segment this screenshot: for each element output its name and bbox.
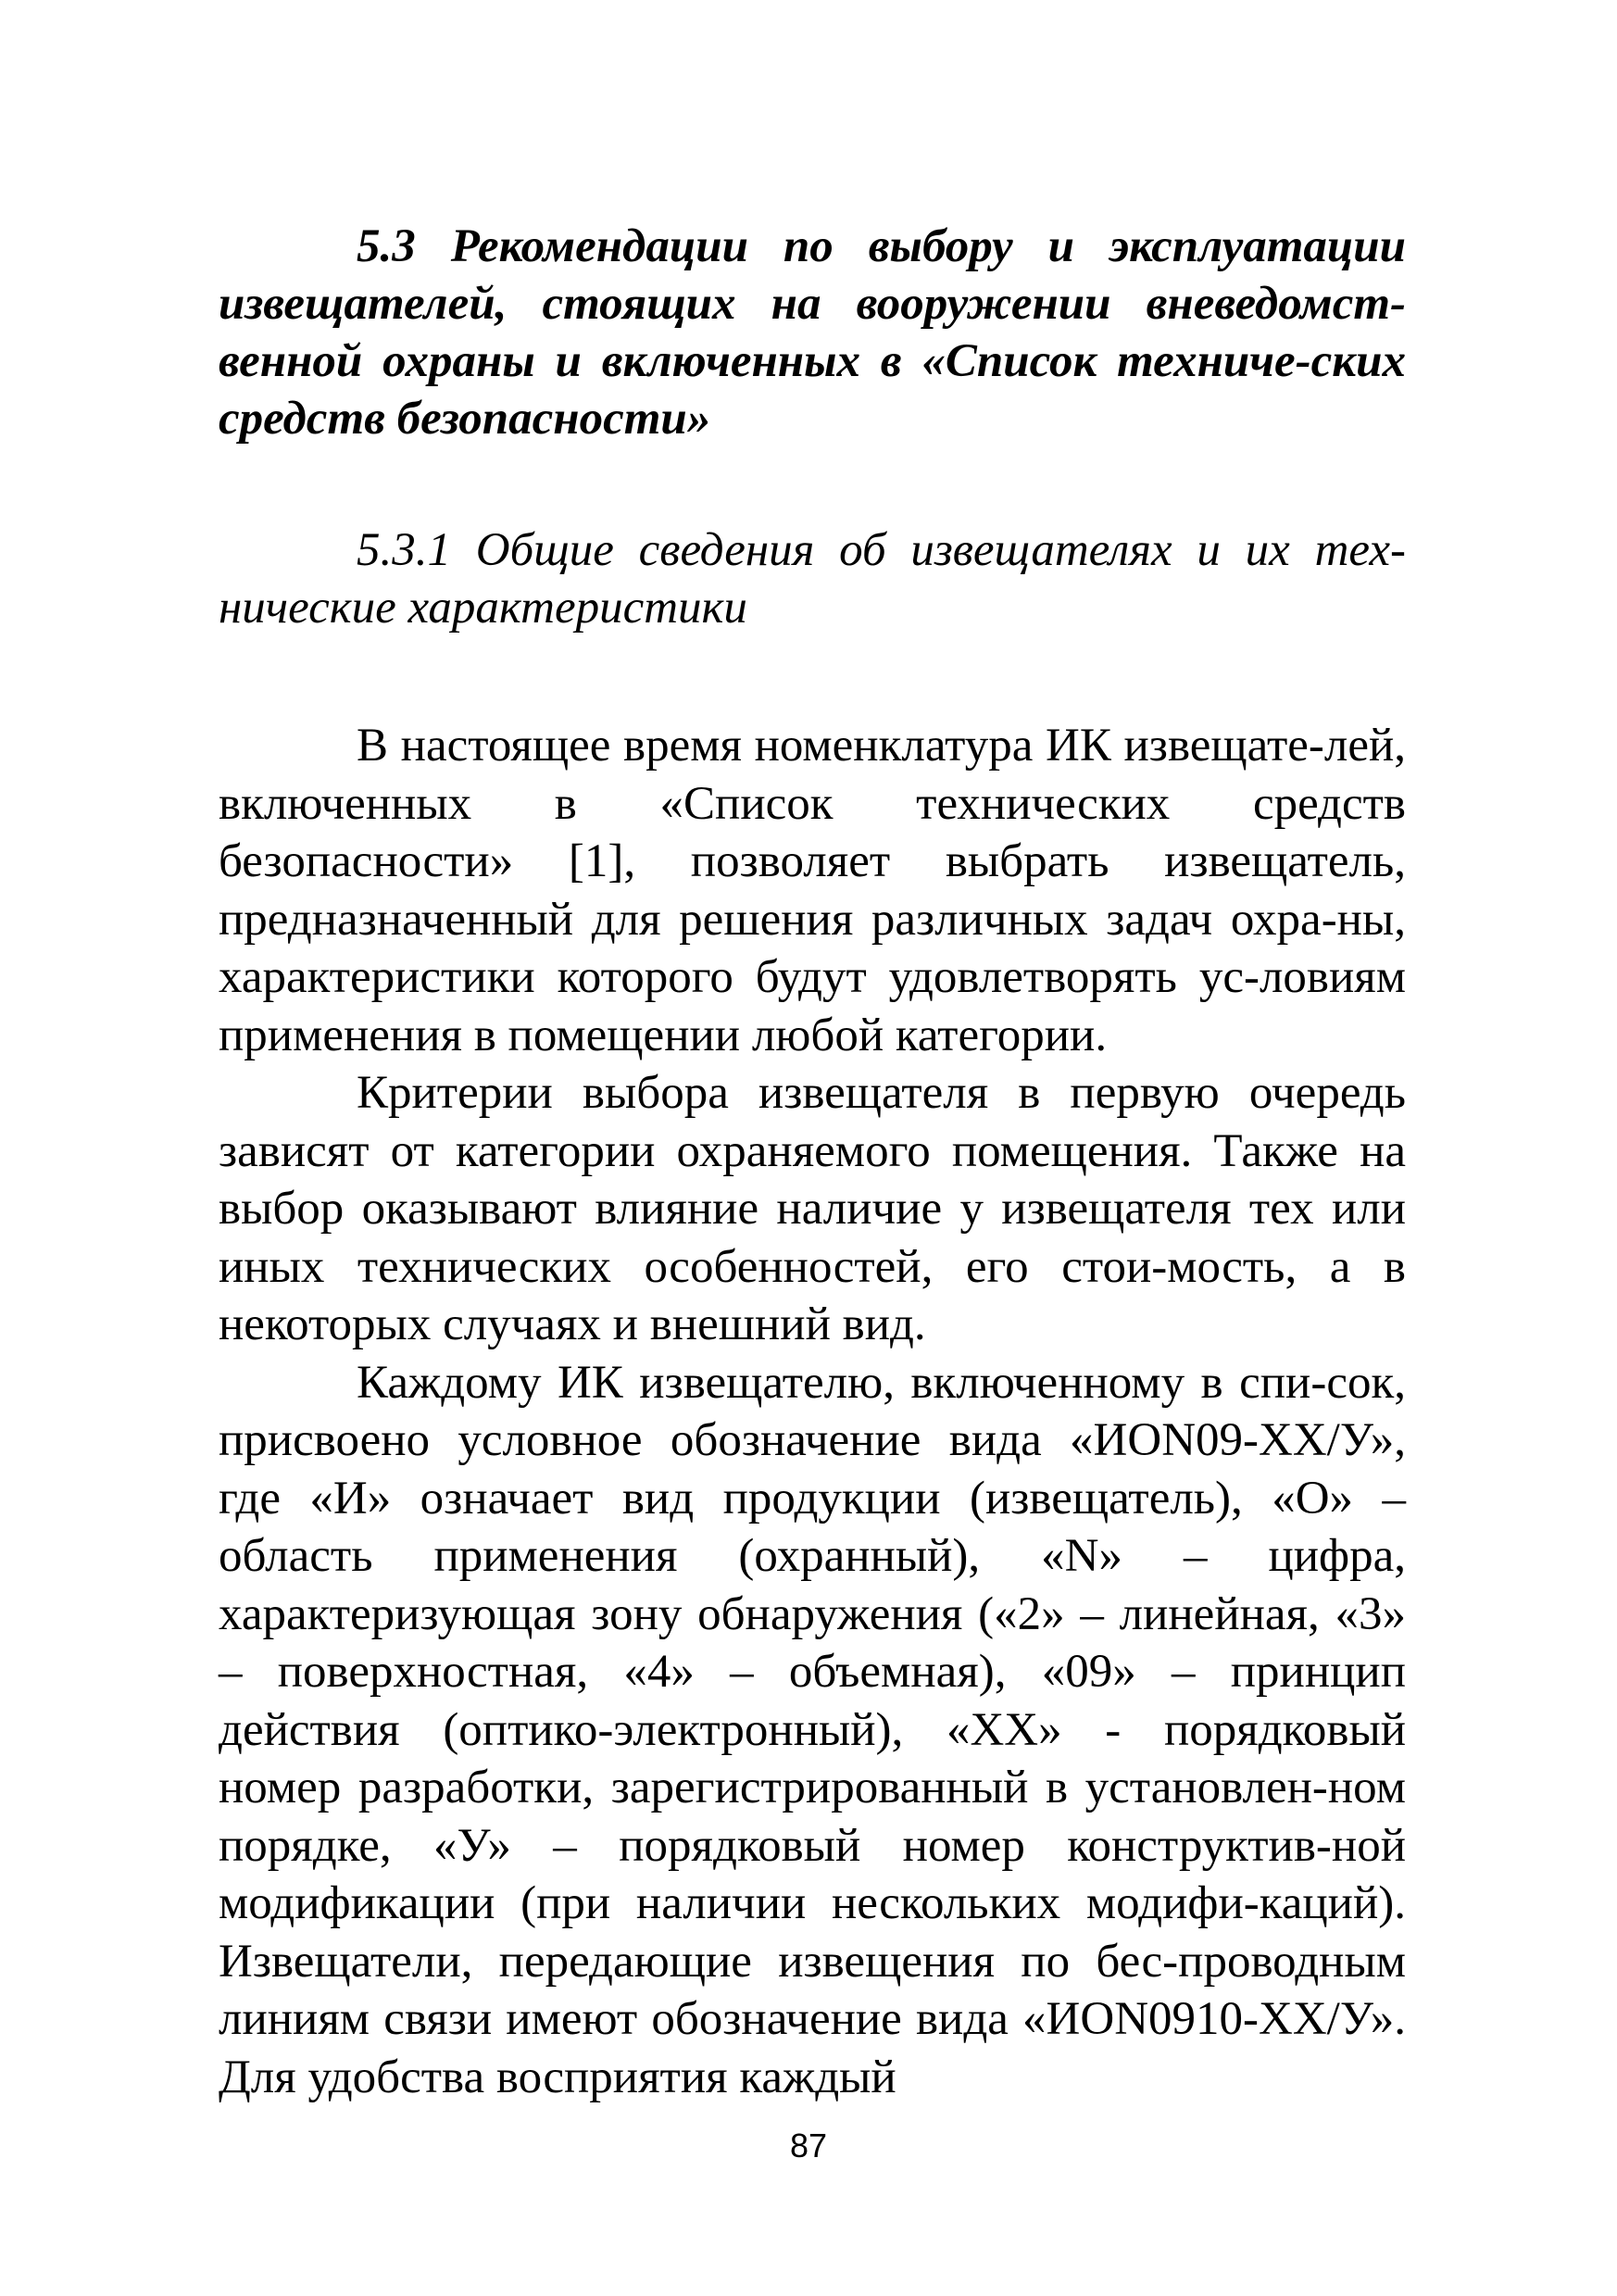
body-text bbox=[219, 717, 1406, 2106]
paragraph bbox=[219, 1354, 1406, 2107]
section-title: 5.3 Рекомендации по выбору и эксплуатации извещателей, стоящих на вооружении вневедомст-венной охраны и включенных в «Список техниче-ских средств безопасности» bbox=[219, 220, 1406, 445]
subsection-title: 5.3.1 Общие сведения об извещателях и их тех-нические характеристики bbox=[219, 524, 1406, 634]
subsection-heading bbox=[219, 521, 1406, 636]
page-number: 87 bbox=[789, 2127, 828, 2164]
paragraph-text: Каждому ИК извещателю, включенному в спи-сок, присвоено условное обозначение вида «ИОN09-ХХ/У», где «И» означает вид продукции (извещатель), «О» – область применения (охранный), «N» – цифра, характеризующая зону обнаружения («2» – линейная, «3» – поверхностная, «4» – объемная), «09» – принцип действия (оптико-электронный), «ХХ» - порядковый номер разработки, зарегистрированный в установлен-ном порядке, «У» – порядковый номер конструктив-ной модификации (при наличии нескольких модифи-каций). Извещатели, передающие извещения по бес-проводным линиям связи имеют обозначение вида «ИОN0910-ХХ/У». Для удобства восприятия каждый bbox=[219, 1356, 1406, 2103]
paragraph bbox=[219, 717, 1406, 1064]
paragraph-text: В настоящее время номенклатура ИК извещате-лей, включенных в «Список технических средств безопасности» [1], позволяет выбрать извещатель, предназначенный для решения различных задач охра-ны, характеристики которого будут удовлетворять ус-ловиям применения в помещении любой категории. bbox=[219, 720, 1406, 1061]
section-heading bbox=[219, 218, 1406, 447]
page-content bbox=[219, 218, 1406, 2106]
paragraph bbox=[219, 1064, 1406, 1354]
paragraph-text: Критерии выбора извещателя в первую очередь зависят от категории охраняемого помещения. Также на выбор оказывают влияние наличие у извещателя тех или иных технических особенностей, его стои-мость, а в некоторых случаях и внешний вид. bbox=[219, 1067, 1406, 1350]
